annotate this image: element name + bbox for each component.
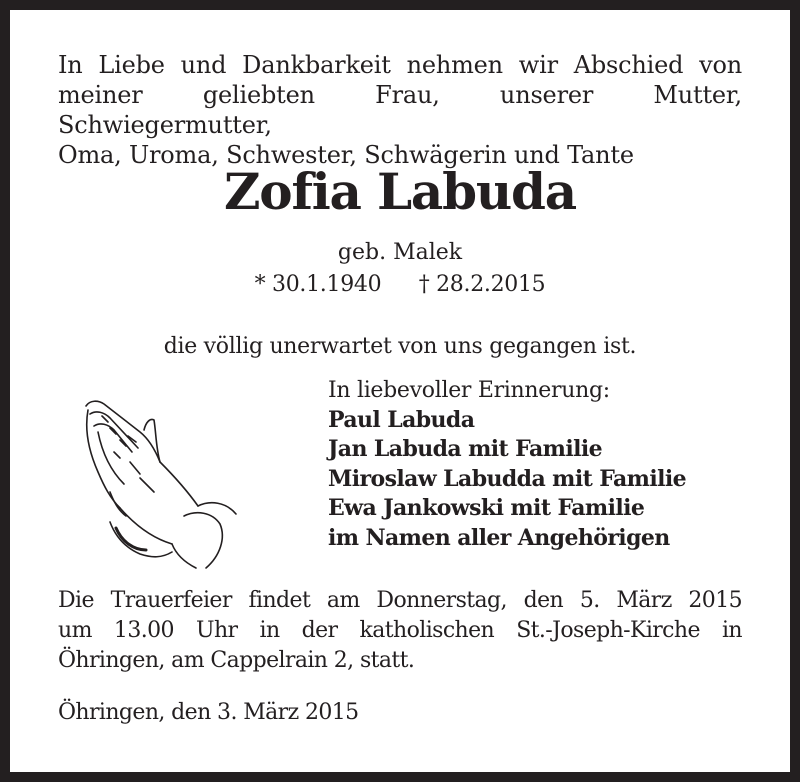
- place-and-date: Öhringen, den 3. März 2015: [58, 700, 359, 725]
- mourner-name: Ewa Jankowski mit Familie: [328, 495, 645, 522]
- mourner-name: im Namen aller Angehörigen: [328, 524, 670, 551]
- funeral-service-info: [58, 586, 742, 676]
- obituary-notice: [10, 10, 790, 772]
- death-cross-icon: †: [418, 272, 430, 297]
- intro-text: [58, 50, 742, 170]
- birth-date: 30.1.1940: [272, 272, 382, 297]
- mourner-name: Miroslaw Labudda mit Familie: [328, 465, 687, 492]
- mourners-block: [328, 376, 748, 554]
- life-dates: [10, 270, 790, 300]
- passing-phrase: die völlig unerwartet von uns gegangen ist.: [163, 334, 637, 359]
- service-line: Die Trauerfeier findet am Donnerstag, den 5. März 2015: [58, 588, 742, 613]
- maiden-name: geb. Malek: [337, 240, 463, 265]
- intro-line: meiner geliebten Frau, unserer Mutter, Schwiegermutter,: [58, 81, 742, 139]
- service-line: Öhringen, am Cappelrain 2, statt.: [58, 648, 415, 673]
- service-line: um 13.00 Uhr in der katholischen St.-Joseph-Kirche in: [58, 618, 742, 643]
- intro-line: In Liebe und Dankbarkeit nehmen wir Abschied von: [58, 51, 742, 79]
- mourner-name: Jan Labuda mit Familie: [328, 436, 602, 463]
- praying-hands-icon: [80, 392, 240, 572]
- deceased-name: Zofia Labuda: [224, 162, 576, 221]
- mourner-name: Paul Labuda: [328, 406, 475, 433]
- death-date: 28.2.2015: [436, 272, 546, 297]
- mourners-label: In liebevoller Erinnerung:: [328, 378, 610, 403]
- birth-symbol: *: [254, 272, 266, 297]
- intro-line: Oma, Uroma, Schwester, Schwägerin und Tante: [58, 141, 634, 169]
